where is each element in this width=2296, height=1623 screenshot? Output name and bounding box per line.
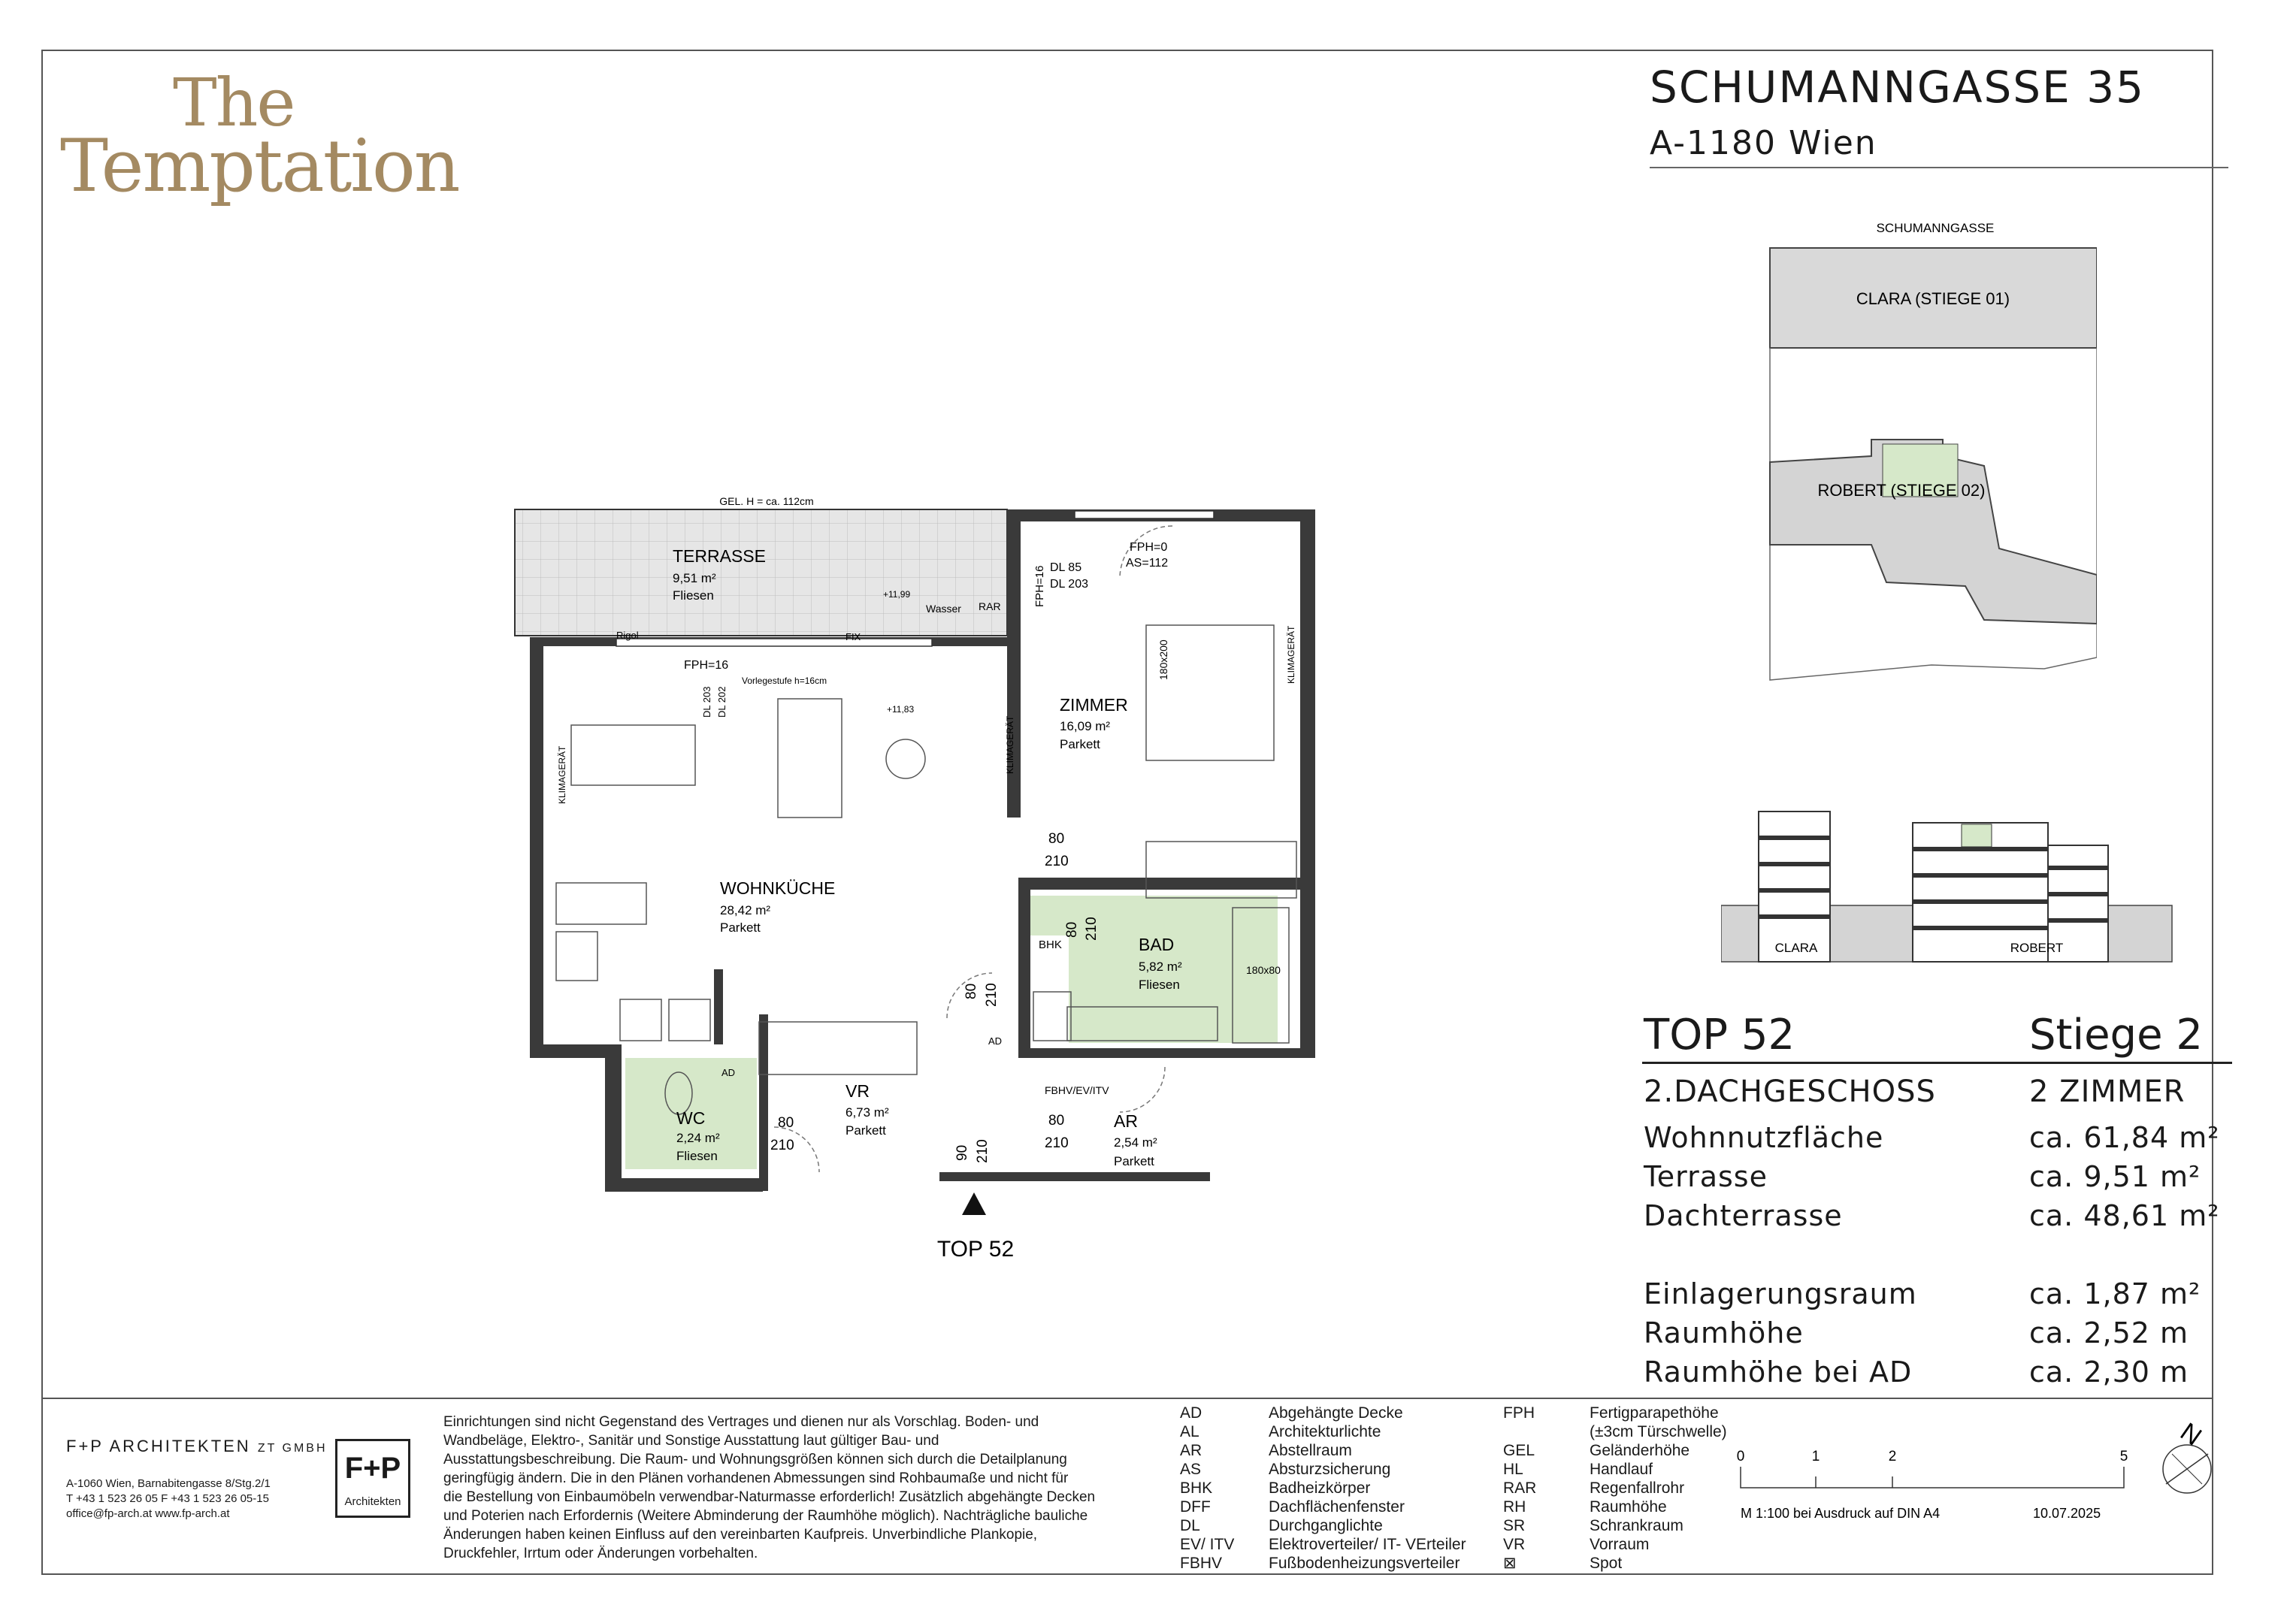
legend-value: Spot [1590, 1555, 1623, 1572]
legend-value: Abstellraum [1269, 1442, 1352, 1459]
section-unit-highlight [1962, 824, 1992, 847]
disclaimer-line: und Poterien nach Erfordernis (Weitere Abminderung der Raumhöhe möglich). Nachträgliche bauliche [443, 1508, 1088, 1524]
terrace-floor: Fliesen [673, 588, 714, 603]
legend-key: FBHV [1180, 1555, 1223, 1572]
area-label: Raumhöhe [1644, 1316, 1804, 1349]
bed-label: 180x200 [1157, 639, 1169, 680]
ac-label: KLIMAGERÄT [1005, 715, 1015, 774]
scale-line [1741, 1467, 2124, 1488]
entry-arrow [962, 1192, 986, 1215]
section-elevation [1721, 785, 2187, 966]
brand-line1: The [173, 64, 295, 141]
legend-value: Regenfallrohr [1590, 1479, 1685, 1497]
legend-value: Elektroverteiler/ IT- VErteiler [1269, 1536, 1466, 1553]
room-area: 2,54 m² [1114, 1135, 1157, 1150]
fix-label: FIX [845, 631, 861, 642]
legend-value: Badheizkörper [1269, 1479, 1371, 1497]
terrace-level: +11,99 [883, 589, 911, 600]
terrace-railing-label: GEL. H = ca. 112cm [719, 495, 814, 507]
section-label-robert: ROBERT [2010, 941, 2064, 955]
area-value: ca. 2,30 m [2029, 1356, 2189, 1389]
legend-value: Absturzsicherung [1269, 1461, 1391, 1478]
unit-top: TOP 52 [1644, 1011, 1795, 1059]
legend-key: SR [1503, 1517, 1526, 1534]
legend-key: BHK [1180, 1479, 1213, 1497]
dl-label: DL 202 [716, 686, 728, 718]
legend-value: Handlauf [1590, 1461, 1653, 1478]
terrace-area-label: 9,51 m² [673, 571, 716, 585]
disclaimer-line: Einrichtungen sind nicht Gegenstand des Vertrages und dienen nur als Vorschlag. Boden- und [443, 1414, 1039, 1430]
room-area: 2,24 m² [676, 1131, 720, 1145]
disclaimer-line: Ausstattungsbeschreibung. Die Raum- und Wohnungsgrößen können sich durch die Detailplanung [443, 1452, 1067, 1467]
scale-text: M 1:100 bei Ausdruck auf DIN A4 [1741, 1506, 1941, 1521]
legend-key: AR [1180, 1442, 1202, 1459]
legend-key: HL [1503, 1461, 1523, 1478]
room-name: VR [845, 1081, 870, 1101]
unit-floor: 2.DACHGESCHOSS [1644, 1074, 1936, 1109]
room-area: 16,09 m² [1060, 719, 1111, 733]
water-label: Wasser [926, 603, 961, 615]
site-plan [1759, 214, 2097, 733]
firm-logo-sub: Architekten [344, 1495, 401, 1508]
legend-key: VR [1503, 1536, 1526, 1553]
brand-logo [60, 64, 459, 222]
firm-suffix: ZT GMBH [257, 1442, 328, 1455]
door-height: 210 [770, 1138, 794, 1153]
section-label-clara: CLARA [1774, 941, 1818, 955]
firm-phone: T +43 1 523 26 05 F +43 1 523 26 05-15 [66, 1492, 269, 1505]
room-name: BAD [1139, 935, 1175, 954]
room-name: ZIMMER [1060, 695, 1128, 715]
room-name: AR [1114, 1111, 1138, 1131]
legend-value: Fußbodenheizungsverteiler [1269, 1555, 1460, 1572]
site-robert-label: ROBERT (STIEGE 02) [1817, 481, 1986, 500]
summary-divider [1642, 1062, 2232, 1064]
room-area: 6,73 m² [845, 1105, 889, 1120]
area-value: ca. 1,87 m² [2029, 1277, 2201, 1310]
legend-value: Durchganglichte [1269, 1517, 1383, 1534]
room-floor: Parkett [1060, 737, 1100, 751]
door-width: 80 [1048, 831, 1065, 847]
room-name: WOHNKÜCHE [720, 878, 836, 898]
legend-key: AL [1180, 1423, 1199, 1440]
disclaimer [443, 1413, 1157, 1563]
door-width: 80 [1064, 921, 1080, 938]
area-value: ca. 9,51 m² [2029, 1160, 2201, 1193]
room-floor: Fliesen [676, 1149, 718, 1163]
scale-tick-label: 0 [1736, 1449, 1745, 1464]
floor-plan [496, 481, 1368, 1277]
door-height: 210 [975, 1139, 991, 1163]
room-area: 28,42 m² [720, 903, 771, 917]
firm-logo [335, 1439, 410, 1518]
fph-label: FPH=0 [1130, 541, 1168, 554]
door-width: 80 [778, 1115, 794, 1131]
door-height: 210 [984, 983, 1000, 1007]
fbhv-label: FBHV/EV/ITV [1045, 1084, 1109, 1096]
brand-line2: Temptation [60, 124, 459, 208]
area-label: Einlagerungsraum [1644, 1277, 1917, 1310]
terrace-area [515, 509, 1007, 636]
legend-key: DL [1180, 1517, 1200, 1534]
legend-value: Architekturlichte [1269, 1423, 1381, 1440]
legend-key: DFF [1180, 1498, 1211, 1516]
legend-abbrev-1 [1180, 1404, 1466, 1573]
bhk-label: BHK [1039, 938, 1062, 951]
scale-tick-label: 2 [1888, 1449, 1897, 1464]
firm-name [66, 1437, 328, 1456]
area-label: Raumhöhe bei AD [1644, 1356, 1913, 1389]
legend-key: AS [1180, 1461, 1202, 1478]
legend-key: GEL [1503, 1442, 1535, 1459]
disclaimer-line: die Bestellung von Einbaumöbeln verwendbar-Naturmasse erforderlich! Zusätzlich abgehängte Decken [443, 1489, 1096, 1505]
legend-value: (±3cm Türschwelle) [1590, 1423, 1727, 1440]
legend-key: AD [1180, 1404, 1202, 1422]
ac-label: KLIMAGERÄT [557, 745, 567, 804]
dl-label: DL 203 [1050, 578, 1088, 591]
room-floor: Parkett [720, 920, 761, 935]
ad-label: AD [721, 1067, 736, 1078]
area-label: Dachterrasse [1644, 1199, 1843, 1232]
legend-value: Geländerhöhe [1590, 1442, 1690, 1459]
legend-key: RH [1503, 1498, 1526, 1516]
door-height: 210 [1084, 917, 1100, 941]
disclaimer-line: geringfügig ändern. Die in den Plänen vorhandenen Abmessungen sind Rohbaumaße und nicht für [443, 1470, 1069, 1486]
dl-label: DL 85 [1050, 561, 1082, 574]
door-width: 90 [954, 1144, 970, 1161]
area-label: Terrasse [1644, 1160, 1768, 1193]
firm-logo-text: F+P [344, 1452, 401, 1485]
legend-key: RAR [1503, 1479, 1537, 1497]
area-value: ca. 61,84 m² [2029, 1121, 2220, 1154]
site-clara-label: CLARA (STIEGE 01) [1856, 289, 2010, 308]
room-area: 5,82 m² [1139, 960, 1182, 974]
room-floor: Parkett [845, 1123, 886, 1138]
area-label: Wohnnutzfläche [1644, 1121, 1884, 1154]
room-name: WC [676, 1108, 706, 1128]
unit-stair: Stiege 2 [2029, 1011, 2203, 1059]
door-height: 210 [1045, 1135, 1069, 1151]
dl-label: DL 203 [701, 686, 712, 718]
unit-rooms: 2 ZIMMER [2029, 1074, 2186, 1109]
legend-abbrev-2 [1503, 1404, 1727, 1573]
tub-label: 180x80 [1246, 964, 1281, 976]
entry-label: TOP 52 [936, 1237, 1015, 1262]
fph-label: FPH=16 [1033, 565, 1046, 607]
scale-tick-label: 5 [2119, 1449, 2128, 1464]
ad-label: AD [988, 1035, 1003, 1047]
step-label: Vorlegestufe h=16cm [742, 675, 827, 686]
scale-bar [1729, 1443, 2149, 1525]
legend-key: EV/ ITV [1180, 1536, 1235, 1553]
legend-value: Fertigparapethöhe [1590, 1404, 1719, 1422]
disclaimer-line: Druckfehler, Irrtum oder Änderungen vorbehalten. [443, 1546, 758, 1561]
north-arrow-icon [2157, 1413, 2217, 1503]
rigol-label: Rigol [616, 630, 639, 641]
area-value: ca. 2,52 m [2029, 1316, 2189, 1349]
plan-date: 10.07.2025 [2033, 1506, 2101, 1521]
ac-label: KLIMAGERÄT [1286, 625, 1296, 684]
legend-value: Abgehängte Decke [1269, 1404, 1403, 1422]
address-street: SCHUMANNGASSE 35 [1650, 62, 2146, 113]
north-label: N [2175, 1417, 2207, 1452]
legend-value: Dachflächenfenster [1269, 1498, 1405, 1516]
firm-web: office@fp-arch.at www.fp-arch.at [66, 1507, 230, 1520]
legend-key: ⊠ [1503, 1555, 1517, 1572]
rar-label: RAR [979, 600, 1001, 612]
scale-tick-label: 1 [1811, 1449, 1820, 1464]
legend-value: Vorraum [1590, 1536, 1650, 1553]
legend-value: Schrankraum [1590, 1517, 1683, 1534]
disclaimer-line: Änderungen haben keinen Einfluss auf den vereinbarten Kaufpreis. Unverbindliche Plankopie, [443, 1527, 1038, 1543]
area-value: ca. 48,61 m² [2029, 1199, 2220, 1232]
terrace-name: TERRASSE [673, 546, 766, 566]
legend-value: Raumhöhe [1590, 1498, 1667, 1516]
as-label: AS=112 [1126, 557, 1169, 570]
door-width: 80 [963, 983, 979, 999]
site-street-label: SCHUMANNGASSE [1876, 221, 1995, 235]
level-label: +11,83 [887, 704, 915, 715]
firm-name-text: F+P ARCHITEKTEN [66, 1437, 251, 1455]
legend-key [1503, 1422, 1590, 1441]
fph-label: FPH=16 [684, 659, 729, 672]
room-floor: Parkett [1114, 1154, 1154, 1168]
address-city: A-1180 Wien [1650, 124, 1877, 162]
door-width: 80 [1048, 1113, 1065, 1129]
legend-key: FPH [1503, 1404, 1535, 1422]
door-height: 210 [1045, 854, 1069, 869]
disclaimer-line: Wandbeläge, Elektro-, Sanitär und Sonstige Ausstattung laut gültiger Bau- und [443, 1433, 939, 1449]
room-floor: Fliesen [1139, 978, 1180, 992]
firm-address: A-1060 Wien, Barnabitengasse 8/Stg.2/1 [66, 1477, 271, 1490]
footer-divider [41, 1398, 2213, 1399]
address-divider [1650, 167, 2228, 168]
